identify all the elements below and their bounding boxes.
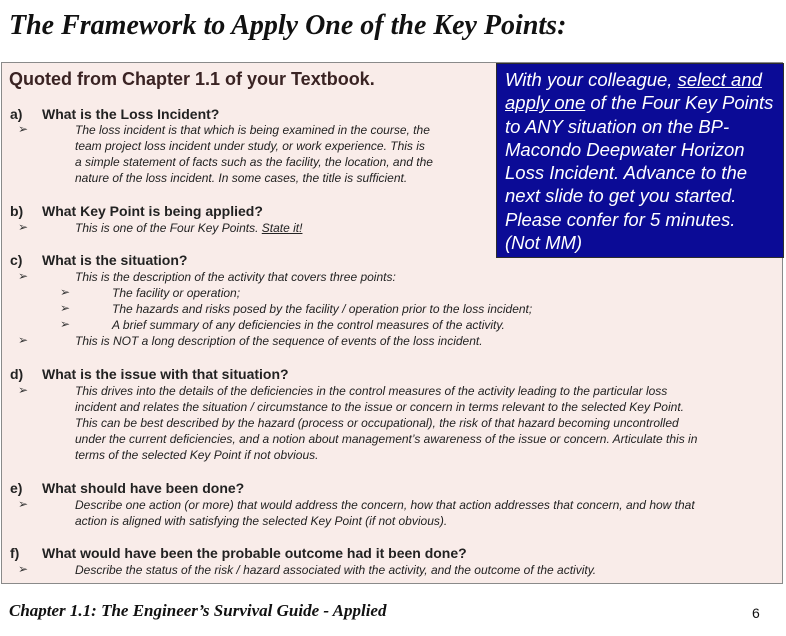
bullet-arrow-icon: ➢ (60, 301, 71, 315)
section-b-body (75, 220, 302, 236)
instruction-callout (496, 63, 784, 258)
section-d-line: This drives into the details of the deficiencies in the control measures of the activity leading to the particular loss (75, 384, 668, 398)
callout-text-part1: With your colleague, (505, 69, 678, 90)
slide-title: The Framework to Apply One of the Key Points: (9, 10, 567, 41)
quoted-heading: Quoted from Chapter 1.1 of your Textbook. (9, 69, 375, 89)
section-d-letter: d) (10, 366, 24, 382)
bullet-arrow-icon: ➢ (18, 562, 29, 576)
section-d-heading (10, 366, 289, 382)
section-a-line: nature of the loss incident. In some cases, the title is sufficient. (75, 171, 408, 185)
section-c-heading (10, 252, 187, 268)
section-a-letter: a) (10, 106, 23, 122)
section-d-body (75, 383, 697, 463)
section-e-title: What should have been done? (42, 480, 245, 496)
section-c-sub-item: The facility or operation; (112, 286, 241, 300)
section-b-state-it: State it! (261, 221, 303, 235)
section-e-heading (10, 480, 244, 496)
section-d-line: incident and relates the situation / circumstance to the issue or concern in terms relevant to the selected Key Point. (75, 400, 684, 414)
section-f-body: Describe the status of the risk / hazard associated with the activity, and the outcome of the activity. (75, 563, 597, 577)
section-a-title: What is the Loss Incident? (42, 106, 220, 122)
page-number: 6 (752, 605, 760, 621)
footer-title: Chapter 1.1: The Engineer’s Survival Guide - Applied (9, 601, 387, 620)
section-e-body (75, 497, 695, 529)
bullet-arrow-icon: ➢ (18, 497, 29, 511)
section-c-sub-item: A brief summary of any deficiencies in the control measures of the activity. (112, 318, 505, 332)
section-c-sub-item: The hazards and risks posed by the facility / operation prior to the loss incident; (112, 302, 533, 316)
section-d-line: This can be best described by the hazard (process or occupational), the risk of that hazard becoming uncontrolled (75, 416, 679, 430)
section-e-letter: e) (10, 480, 23, 496)
section-c-intro: This is the description of the activity that covers three points: (75, 270, 396, 284)
bullet-arrow-icon: ➢ (18, 269, 29, 283)
callout-text-part2: of the Four Key Points to ANY situation on the BP-Macondo Deepwater Horizon Loss Incident. Advance to the next slide to get you started. Please confer for 5 minutes. (Not MM) (505, 92, 774, 254)
section-c-note: This is NOT a long description of the sequence of events of the loss incident. (75, 334, 483, 348)
section-e-line: action is aligned with satisfying the selected Key Point (if not obvious). (75, 514, 448, 528)
section-a-body (75, 122, 433, 186)
section-b-text: This is one of the Four Key Points. (75, 221, 262, 235)
section-d-line: under the current deficiencies, and a notion about management’s awareness of the issue or concern. Articulate this in (75, 432, 698, 446)
section-b-letter: b) (10, 203, 24, 219)
section-a-line: The loss incident is that which is being examined in the course, the (75, 123, 430, 137)
section-a-line: team project loss incident under study, or work experience. This is (75, 139, 425, 153)
section-a-heading (10, 106, 219, 122)
callout-underlined-text: select and apply one (505, 69, 762, 114)
bullet-arrow-icon: ➢ (18, 383, 29, 397)
section-d-line: terms of the selected Key Point if not obvious. (75, 448, 319, 462)
section-c-letter: c) (10, 252, 23, 268)
bullet-arrow-icon: ➢ (18, 220, 29, 234)
bullet-arrow-icon: ➢ (60, 285, 71, 299)
section-d-title: What is the issue with that situation? (42, 366, 289, 382)
section-e-line: Describe one action (or more) that would address the concern, how that action addresses that concern, and how that (75, 498, 695, 512)
section-f-letter: f) (10, 545, 20, 561)
section-b-heading (10, 203, 263, 219)
section-f-heading (10, 545, 467, 561)
section-f-title: What would have been the probable outcome had it been done? (42, 545, 467, 561)
bullet-arrow-icon: ➢ (18, 122, 29, 136)
section-b-title: What Key Point is being applied? (42, 203, 263, 219)
bullet-arrow-icon: ➢ (60, 317, 71, 331)
section-a-line: a simple statement of facts such as the facility, the location, and the (75, 155, 433, 169)
section-c-title: What is the situation? (42, 252, 188, 268)
bullet-arrow-icon: ➢ (18, 333, 29, 347)
